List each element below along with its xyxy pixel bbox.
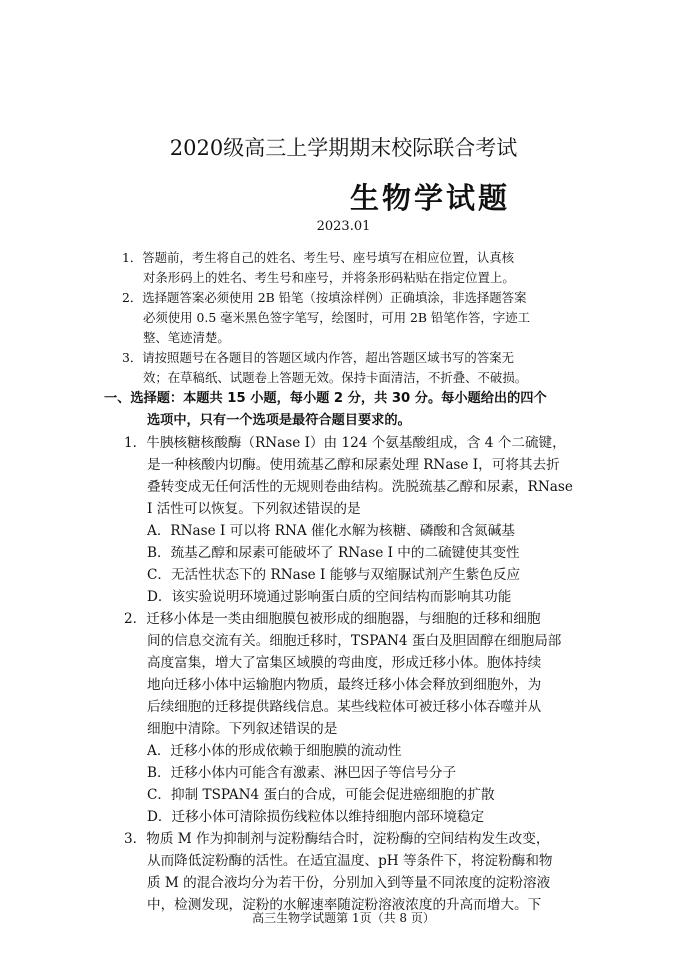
exam-subtitle: 生物学试题 (350, 181, 511, 215)
question-stem: 叠转变成无任何活性的无规则卷曲结构。洗脱巯基乙醇和尿素，RNase (147, 479, 573, 495)
section-heading: 选项中，只有一个选项是最符合题目要求的。 (147, 413, 411, 428)
answer-option: D．迁移小体可清除损伤线粒体以维持细胞内部环境稳定 (147, 809, 485, 825)
notice-line: 整、笔迹清楚。 (143, 330, 230, 345)
exam-date: 2023.01 (316, 219, 371, 234)
notice-line: 效；在草稿纸、试题卷上答题无效。保持卡面清洁，不折叠、不破损。 (143, 370, 528, 385)
question-stem: 中，检测发现，淀粉的水解速率随淀粉溶液浓度的升高而增大。下 (147, 897, 542, 913)
question-stem: 从而降低淀粉酶的活性。在适宜温度、pH 等条件下，将淀粉酶和物 (147, 853, 553, 869)
answer-option: A．RNase I 可以将 RNA 催化水解为核糖、磷酸和含氮碱基 (147, 523, 515, 539)
question-stem: 3．物质 M 作为抑制剂与淀粉酶结合时，淀粉酶的空间结构发生改变， (124, 831, 550, 847)
notice-line: 对条形码上的姓名、考生号和座号，并将条形码粘贴在指定位置上。 (143, 270, 515, 285)
question-stem: 间的信息交流有关。细胞迁移时，TSPAN4 蛋白及胆固醇在细胞局部 (147, 633, 562, 649)
answer-option: D．该实验说明环境通过影响蛋白质的空间结构而影响其功能 (147, 589, 512, 605)
question-stem: 2．迁移小体是一类由细胞膜包被形成的细胞器，与细胞的迁移和细胞 (124, 611, 541, 627)
answer-option: B．巯基乙醇和尿素可能破坏了 RNase I 中的二硫键使其变性 (147, 545, 520, 561)
exam-title: 2020级高三上学期期末校际联合考试 (169, 136, 518, 160)
answer-option: C．抑制 TSPAN4 蛋白的合成，可能会促进癌细胞的扩散 (147, 787, 495, 803)
answer-option: C．无活性状态下的 RNase I 能够与双缩脲试剂产生紫色反应 (147, 567, 521, 583)
question-stem: 地向迁移小体中运输胞内物质，最终迁移小体会释放到细胞外，为 (147, 677, 542, 693)
question-stem: 高度富集，增大了富集区域膜的弯曲度，形成迁移小体。胞体持续 (147, 655, 542, 671)
notice-line: 2．选择题答案必须使用 2B 铅笔（按填涂样例）正确填涂，非选择题答案 (122, 290, 527, 305)
question-stem: I 活性可以恢复。下列叙述错误的是 (147, 501, 361, 517)
question-stem: 1．牛胰核糖核酸酶（RNase I）由 124 个氨基酸组成，含 4 个二硫键， (124, 435, 566, 451)
question-stem: 后续细胞的迁移提供路线信息。某些线粒体可被迁移小体吞噬并从 (147, 699, 542, 715)
notice-line: 3．请按照题号在各题目的答题区域内作答，超出答题区域书写的答案无 (122, 350, 514, 365)
question-stem: 质 M 的混合液均分为若干份，分别加入到等量不同浓度的淀粉溶液 (147, 875, 551, 891)
question-stem: 细胞中清除。下列叙述错误的是 (147, 721, 338, 737)
answer-option: B．迁移小体内可能含有激素、淋巴因子等信号分子 (147, 765, 457, 781)
notice-line: 1．答题前，考生将自己的姓名、考生号、座号填写在相应位置，认真核 (122, 250, 514, 265)
question-stem: 是一种核酸内切酶。使用巯基乙醇和尿素处理 RNase I，可将其去折 (147, 457, 560, 473)
answer-option: A．迁移小体的形成依赖于细胞膜的流动性 (147, 743, 402, 759)
notice-line: 必须使用 0.5 毫米黑色签字笔写，绘图时，可用 2B 铅笔作答，字迹工 (143, 310, 530, 325)
page-footer: 高三生物学试题第 1页（共 8 页） (252, 911, 435, 925)
section-heading: 一、选择题：本题共 15 小题，每小题 2 分，共 30 分。每小题给出的四个 (104, 391, 547, 406)
